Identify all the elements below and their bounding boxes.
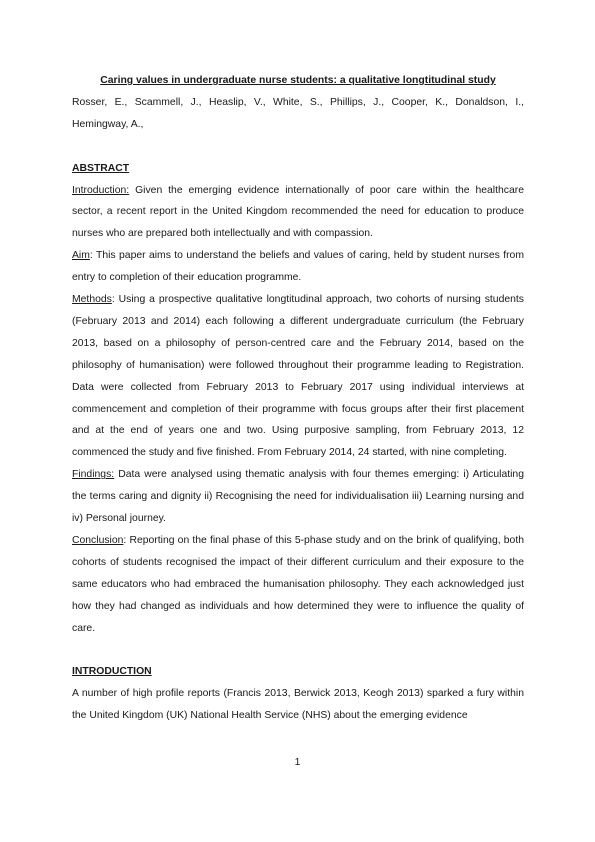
abstract-aim-text: : This paper aims to understand the beliefs and values of caring, held by student nurses from entry to completion of their education programme. [72,250,524,284]
abstract-aim [72,245,524,289]
abstract-conclusion [72,530,524,640]
abstract-heading: ABSTRACT [72,162,130,174]
abstract-introduction-text: Given the emerging evidence internationally of poor care within the healthcare sector, a recent report in the United Kingdom recommended the need for education to produce nurses who are prepared both intellectually and with compassion. [72,184,524,240]
paper-title: Caring values in undergraduate nurse students: a qualitative longtitudinal study [100,75,496,86]
spacer [72,136,524,158]
abstract-aim-label: Aim [72,250,90,262]
author-list: Rosser, E., Scammell, J., Heaslip, V., White, S., Phillips, J., Cooper, K., Donaldson, I., Hemingway, A., [72,96,524,130]
abstract-conclusion-text: : Reporting on the final phase of this 5-phase study and on the brink of qualifying, both cohorts of students recognised the impact of their different curriculum and their exposure to the same educators who had embraced the humanisation philosophy. They each acknowledged just how they had changed as individuals and how determined they were to influence the quality of care. [72,535,524,634]
abstract-findings-label: Findings: [72,469,115,481]
abstract-findings [72,464,524,530]
page-content [72,70,524,727]
abstract-conclusion-label: Conclusion [72,535,124,547]
spacer [72,640,524,662]
abstract-methods-label: Methods [72,294,112,306]
abstract-findings-text: Data were analysed using thematic analysis with four themes emerging: i) Articulating the terms caring and dignity ii) Recognising the need for individualisation iii) Learning nursing and iv) Personal journey. [72,469,524,525]
abstract-methods-text: : Using a prospective qualitative longtitudinal approach, two cohorts of nursing students (February 2013 and 2014) each following a different undergraduate curriculum (the February 2013, based on a philosophy of person-centred care and the February 2014, based on the philosophy of humanisation) were followed throughout their programme leading to Registration. Data were collected from February 2013 to February 2017 using individual interviews at commencement and completion of their programme with focus groups after their first placement and at the end of years one and two. Using purposive sampling, from February 2013, 12 commenced the study and five finished. From February 2014, 24 started, with nine completing. [72,294,524,459]
abstract-introduction [72,180,524,246]
introduction-heading: INTRODUCTION [72,666,152,678]
abstract-introduction-label: Introduction: [72,184,130,196]
page-number: 1 [294,757,301,768]
introduction-paragraph: A number of high profile reports (Francis 2013, Berwick 2013, Keogh 2013) sparked a fury within the United Kingdom (UK) National Health Service (NHS) about the emerging evidence [72,688,524,722]
abstract-methods [72,289,524,464]
